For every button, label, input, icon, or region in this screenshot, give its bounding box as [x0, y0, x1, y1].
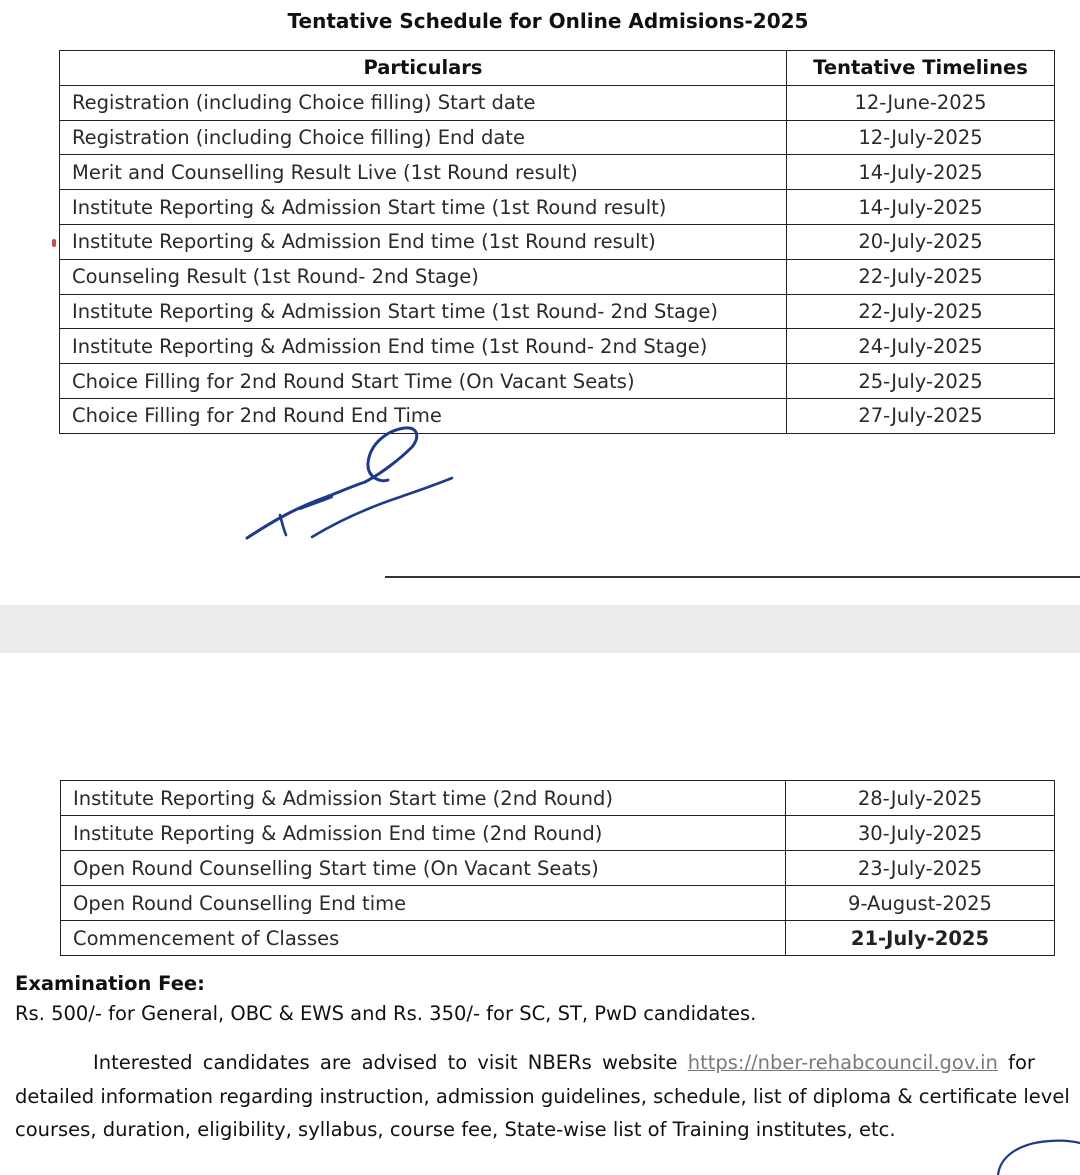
- date-cell: 27-July-2025: [787, 398, 1055, 433]
- fee-text: Rs. 500/- for General, OBC & EWS and Rs. 350/- for SC, ST, PwD candidates.: [15, 1002, 757, 1025]
- date-cell: 22-July-2025: [787, 294, 1055, 329]
- particular-cell: Institute Reporting & Admission Start time (1st Round result): [60, 190, 787, 225]
- header-timelines: Tentative Timelines: [787, 51, 1055, 86]
- particular-cell: Institute Reporting & Admission End time (2nd Round): [61, 816, 786, 851]
- particular-cell: Merit and Counselling Result Live (1st Round result): [60, 155, 787, 190]
- page-separator: [0, 605, 1080, 653]
- date-cell: 14-July-2025: [787, 155, 1055, 190]
- table-row: [61, 886, 1055, 921]
- table-row: [60, 294, 1055, 329]
- date-cell: 23-July-2025: [786, 851, 1055, 886]
- particular-cell: Open Round Counselling End time: [61, 886, 786, 921]
- info-after-link: for: [1008, 1051, 1035, 1074]
- page-title: Tentative Schedule for Online Admisions-2025: [287, 9, 809, 33]
- table-header-row: [60, 51, 1055, 86]
- date-cell: 21-July-2025: [786, 921, 1055, 956]
- particular-cell: Institute Reporting & Admission Start time (1st Round- 2nd Stage): [60, 294, 787, 329]
- particular-cell: Institute Reporting & Admission End time (1st Round- 2nd Stage): [60, 329, 787, 364]
- schedule-table-1: [59, 50, 1055, 434]
- horizontal-rule: [385, 576, 1080, 578]
- particular-cell: Commencement of Classes: [61, 921, 786, 956]
- date-cell: 24-July-2025: [787, 329, 1055, 364]
- table-row: [60, 120, 1055, 155]
- table-row: [60, 398, 1055, 433]
- particular-cell: Registration (including Choice filling) End date: [60, 120, 787, 155]
- particular-cell: Institute Reporting & Admission End time (1st Round result): [60, 224, 787, 259]
- particular-cell: Institute Reporting & Admission Start time (2nd Round): [61, 781, 786, 816]
- handwritten-signature: [240, 425, 470, 550]
- table-row: [61, 851, 1055, 886]
- particular-cell: Registration (including Choice filling) Start date: [60, 85, 787, 120]
- schedule-table-2: [60, 780, 1055, 956]
- date-cell: 22-July-2025: [787, 259, 1055, 294]
- fee-heading: Examination Fee:: [15, 972, 205, 995]
- info-line-2: detailed information regarding instruction, admission guidelines, schedule, list of diploma & certificate level: [15, 1084, 1070, 1108]
- date-cell: 20-July-2025: [787, 224, 1055, 259]
- table-row: [60, 155, 1055, 190]
- date-cell: 12-June-2025: [787, 85, 1055, 120]
- particular-cell: Choice Filling for 2nd Round Start Time (On Vacant Seats): [60, 364, 787, 399]
- particular-cell: Open Round Counselling Start time (On Vacant Seats): [61, 851, 786, 886]
- info-line-3: courses, duration, eligibility, syllabus, course fee, State-wise list of Training institutes, etc.: [15, 1118, 896, 1141]
- info-lead: Interested candidates are advised to visit NBERs website: [93, 1051, 678, 1074]
- margin-mark: [52, 239, 56, 247]
- table-row: [60, 190, 1055, 225]
- table-row: [60, 259, 1055, 294]
- date-cell: 9-August-2025: [786, 886, 1055, 921]
- pen-stroke-mark: [990, 1135, 1080, 1175]
- table-row: [60, 364, 1055, 399]
- date-cell: 12-July-2025: [787, 120, 1055, 155]
- table-row: [60, 85, 1055, 120]
- header-particulars: Particulars: [60, 51, 787, 86]
- table-row: [61, 781, 1055, 816]
- date-cell: 28-July-2025: [786, 781, 1055, 816]
- date-cell: 14-July-2025: [787, 190, 1055, 225]
- info-line-1: [15, 1046, 1080, 1080]
- table-row: [61, 921, 1055, 956]
- table-row: [60, 224, 1055, 259]
- table-row: [61, 816, 1055, 851]
- table-row: [60, 329, 1055, 364]
- date-cell: 25-July-2025: [787, 364, 1055, 399]
- date-cell: 30-July-2025: [786, 816, 1055, 851]
- particular-cell: Counseling Result (1st Round- 2nd Stage): [60, 259, 787, 294]
- particular-cell: Choice Filling for 2nd Round End Time: [60, 398, 787, 433]
- info-paragraph: [15, 1046, 1080, 1147]
- nber-website-link[interactable]: https://nber-rehabcouncil.gov.in: [687, 1051, 998, 1074]
